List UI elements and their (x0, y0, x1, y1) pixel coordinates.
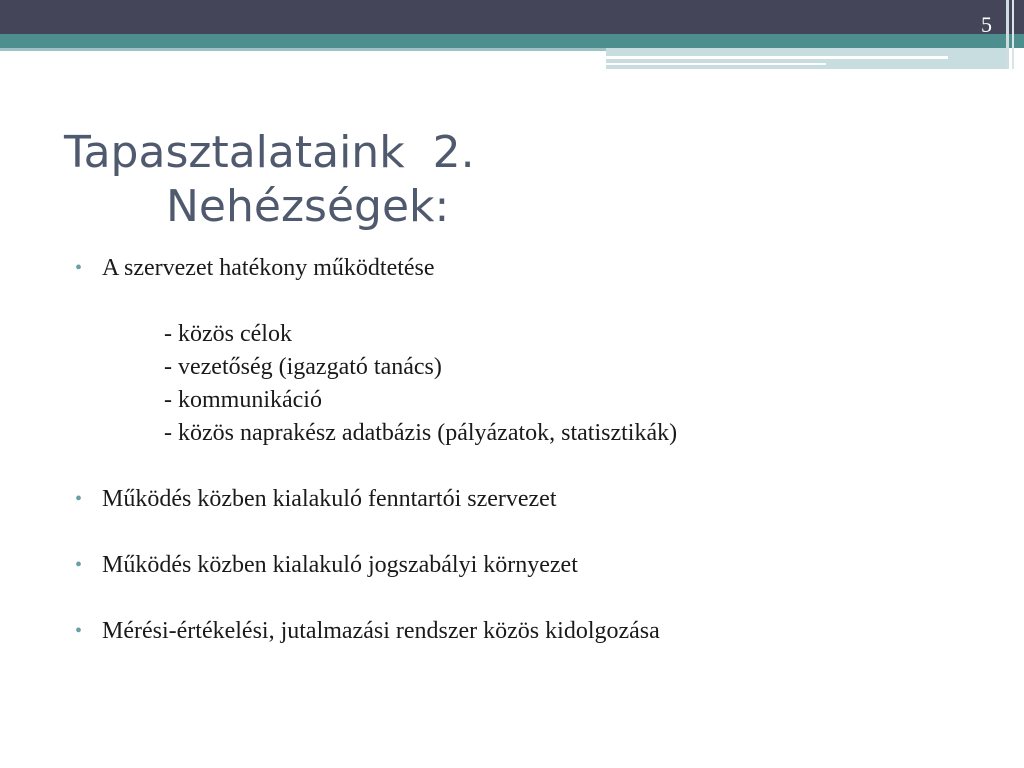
header-teal-band (0, 34, 1024, 48)
bullet-icon: • (75, 554, 83, 576)
sub-list (70, 318, 970, 450)
sub-item: - vezetőség (igazgató tanács) (164, 354, 442, 380)
bullet-text: A szervezet hatékony működtetése (102, 255, 435, 281)
bullet-item (70, 483, 970, 516)
slide-body (70, 252, 970, 648)
bullet-icon: • (75, 620, 83, 642)
title-line-1: Tapasztalataink 2. (64, 127, 475, 178)
header-white-line-short (606, 63, 826, 65)
bullet-icon: • (75, 488, 83, 510)
header-light-strip (0, 48, 606, 51)
bullet-item (70, 615, 970, 648)
sub-item: - kommunikáció (164, 387, 322, 413)
header-white-line (606, 56, 948, 59)
sub-item: - közös célok (164, 321, 292, 347)
bullet-text: Működés közben kialakuló jogszabályi környezet (102, 552, 578, 578)
bullet-icon: • (75, 257, 83, 279)
slide-number: 5 (981, 12, 992, 37)
bullet-item (70, 549, 970, 582)
bullet-text: Mérési-értékelési, jutalmazási rendszer közös kidolgozása (102, 618, 660, 644)
header-band (0, 0, 1024, 34)
header-vertical-line-thin (1012, 0, 1014, 69)
bullet-item (70, 252, 970, 285)
bullet-text: Működés közben kialakuló fenntartói szervezet (102, 486, 557, 512)
sub-item: - közös naprakész adatbázis (pályázatok, statisztikák) (164, 420, 678, 446)
header-vertical-line (1006, 0, 1009, 69)
title-line-2: Nehézségek: (166, 181, 450, 232)
slide-title (64, 126, 475, 234)
